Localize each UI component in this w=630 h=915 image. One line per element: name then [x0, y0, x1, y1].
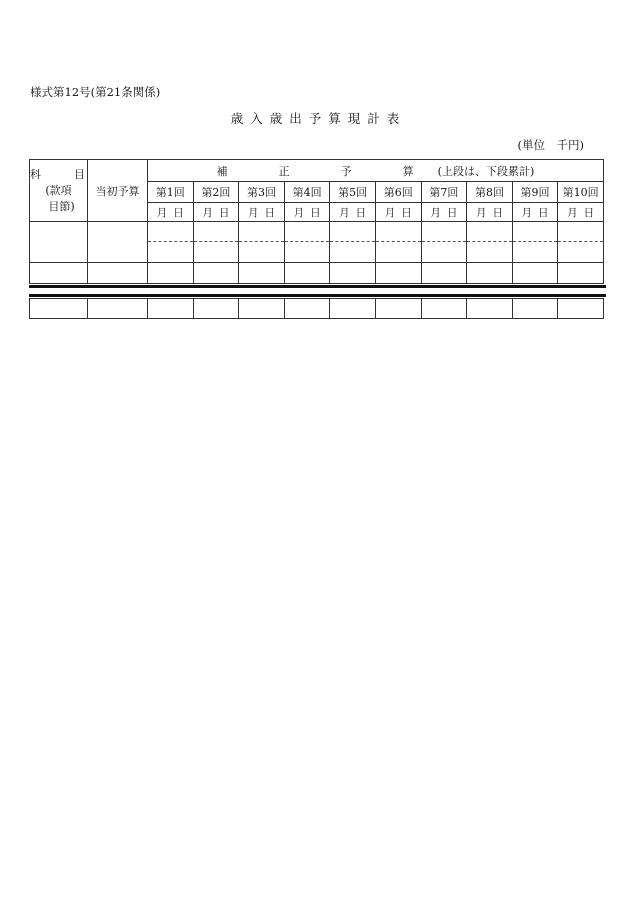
- date-cell: 月 日: [421, 203, 467, 222]
- cumulative-entry-cell: [284, 222, 330, 242]
- date-cell: 月 日: [239, 203, 285, 222]
- revision-note: (上段は、下段累計): [437, 164, 535, 178]
- round-header: 第3回: [239, 182, 285, 203]
- entry-cell: [148, 263, 194, 284]
- cumulative-entry-cell: [375, 222, 421, 242]
- round-header: 第4回: [284, 182, 330, 203]
- subject-label-left: 科: [30, 167, 41, 181]
- date-cell: 月 日: [284, 203, 330, 222]
- entry-cell: [239, 263, 285, 284]
- revision-entry-cell: [330, 242, 376, 263]
- total-row: [30, 299, 604, 319]
- total-cell: [375, 299, 421, 319]
- round-header: 第5回: [330, 182, 376, 203]
- round-header: 第8回: [467, 182, 513, 203]
- entry-cell: [558, 263, 604, 284]
- revision-entry-cell: [375, 242, 421, 263]
- date-cell: 月 日: [512, 203, 558, 222]
- cumulative-entry-cell: [193, 222, 239, 242]
- round-header: 第10回: [558, 182, 604, 203]
- total-cell: [30, 299, 88, 319]
- total-cell: [193, 299, 239, 319]
- cumulative-entry-cell: [330, 222, 376, 242]
- entry-cell: [284, 263, 330, 284]
- cumulative-entry-cell: [558, 222, 604, 242]
- date-cell: 月 日: [558, 203, 604, 222]
- entry-cell: [375, 263, 421, 284]
- subject-label-line3: 目節): [48, 199, 75, 213]
- cumulative-entry-cell: [467, 222, 513, 242]
- initial-budget-header: 当初予算: [88, 160, 148, 222]
- subject-header: [30, 160, 88, 222]
- entry-cell: [88, 263, 148, 284]
- budget-table: [29, 159, 604, 284]
- date-cell: 月 日: [148, 203, 194, 222]
- entry-row-upper: [30, 222, 604, 242]
- entry-cell: [330, 263, 376, 284]
- entry-row: [30, 263, 604, 284]
- entry-cell: [193, 263, 239, 284]
- round-header: 第1回: [148, 182, 194, 203]
- form-number: 様式第12号(第21条関係): [30, 85, 161, 99]
- entry-cell: [512, 263, 558, 284]
- round-header: 第9回: [512, 182, 558, 203]
- revision-entry-cell: [193, 242, 239, 263]
- revision-entry-cell: [284, 242, 330, 263]
- total-cell: [239, 299, 285, 319]
- revision-entry-cell: [239, 242, 285, 263]
- cumulative-entry-cell: [148, 222, 194, 242]
- subject-label-right: 目: [74, 167, 85, 181]
- round-header: 第6回: [375, 182, 421, 203]
- budget-table-total: [29, 298, 604, 319]
- break-line-top: [29, 285, 606, 288]
- total-cell: [512, 299, 558, 319]
- subject-label-line2: (款項: [45, 183, 72, 197]
- revision-budget-header: [148, 160, 604, 182]
- revision-entry-cell: [558, 242, 604, 263]
- cumulative-entry-cell: [239, 222, 285, 242]
- date-cell: 月 日: [375, 203, 421, 222]
- total-cell: [467, 299, 513, 319]
- cumulative-entry-cell: [512, 222, 558, 242]
- total-cell: [148, 299, 194, 319]
- entry-cell: [467, 263, 513, 284]
- initial-budget-entry-cell: [88, 222, 148, 263]
- revision-entry-cell: [148, 242, 194, 263]
- break-line-bottom: [29, 294, 606, 297]
- revision-entry-cell: [512, 242, 558, 263]
- revision-entry-cell: [421, 242, 467, 263]
- total-cell: [421, 299, 467, 319]
- revision-word: 補 正 予 算: [216, 164, 434, 178]
- entry-cell: [421, 263, 467, 284]
- date-cell: 月 日: [467, 203, 513, 222]
- subject-entry-cell: [30, 222, 88, 263]
- round-header: 第2回: [193, 182, 239, 203]
- document-title: 歳入歳出予算現計表: [230, 111, 407, 126]
- total-cell: [558, 299, 604, 319]
- entry-cell: [30, 263, 88, 284]
- total-cell: [330, 299, 376, 319]
- cumulative-entry-cell: [421, 222, 467, 242]
- date-cell: 月 日: [330, 203, 376, 222]
- unit-label: (単位 千円): [517, 138, 584, 152]
- total-cell: [284, 299, 330, 319]
- date-cell: 月 日: [193, 203, 239, 222]
- total-cell: [88, 299, 148, 319]
- revision-entry-cell: [467, 242, 513, 263]
- round-header: 第7回: [421, 182, 467, 203]
